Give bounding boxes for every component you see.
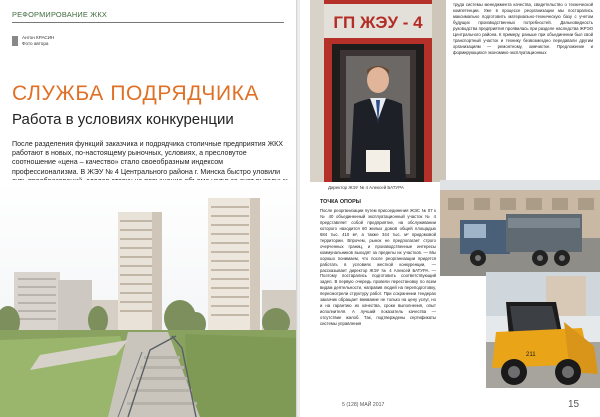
col1-heading: ТОЧКА ОПОРЫ xyxy=(320,199,361,205)
loader-number: 211 xyxy=(526,352,536,358)
page-number: 15 xyxy=(568,399,580,410)
col1-text: После реорганизации путем присоединения ЖЭС № 07 к № 40 объединенный эксплуатационный участок № 4 представляет собой предприятие, на обслуживании которого находится 60 жилых домов общей площадью 684 тыс. 410 м², а также 344 тыс. м² придомовой территории. Впрочем, рынок не предполагает строго очерченных границ, и производственные интересы коммунальников выходят за пределы их участков. — Мы хорошо понимаем, что после реорганизации придется работать в условиях жесткой конкуренции, — рассказывает директор ЖЭУ № 4 Алексей БАТУРА. — Поэтому постарались подготовить соответствующий задел. В первую очередь провели перестановку по всем видам деятельности, направив людей на переподготовку, пересмотрели структуру работ. При сохранении тендерах заказчик обращает внимание не только на цену услуг, но и на гарантию их качества, сроки выполнения, опыт исполнителя. А лучший показатель качества — отсутствие жалоб. Так, подтверждены сертификаты системы управления xyxy=(320,208,436,327)
truck-photo xyxy=(440,180,600,276)
director-photo xyxy=(310,0,446,182)
right-page xyxy=(300,0,600,417)
lead-paragraph: После разделения функций заказчика и подрядчика столичные предприятия ЖКХ работают в новых, по-настоящему рыночных, условиях, а пресловутое соотношение «цена – качество» стало своеобразным индексом профессионализма. В ЖЭУ № 4 Центрального района г. Минска быстро уловили xyxy=(12,140,283,176)
issue-info: 5 (128) МАЙ 2017 xyxy=(342,402,385,408)
author-name: Антон КРАСИН xyxy=(22,35,55,40)
left-page xyxy=(0,0,296,417)
skid-loader-photo xyxy=(486,272,600,388)
header-rule xyxy=(12,22,284,23)
photo-credit: Фото автора xyxy=(22,41,49,46)
building-sign: ГП ЖЭУ - 4 xyxy=(333,13,423,32)
article-subtitle: Работа в условиях конкуренции xyxy=(12,111,234,128)
article-title: СЛУЖБА ПОДРЯДЧИКА xyxy=(12,82,260,105)
photo-caption: Директор ЖЭУ № 4 Алексей БАТУРА xyxy=(328,185,404,190)
author-credit xyxy=(22,35,54,47)
author-thumbnail xyxy=(12,36,18,46)
col2-text: труда системы менеджмента качества, свидетельство о технической компетенции. Уже в процессе реорганизации мы постарались максимально подготовить материально-техническую базу с учетом будущих производственных потребностей. Дальновидность руководства предприятия проявилась при разделе наследства ЖРЭО Центрального района. К примеру, раньше при объединении был свой транспортный участок и технику безвозмездно передавали другим организациям — ремонтному, химчистке. Предложение и формирующихся экономико-эксплуатационных xyxy=(453,2,593,55)
towers-photo xyxy=(0,180,296,417)
section-header: РЕФОРМИРОВАНИЕ ЖКХ xyxy=(12,10,107,19)
